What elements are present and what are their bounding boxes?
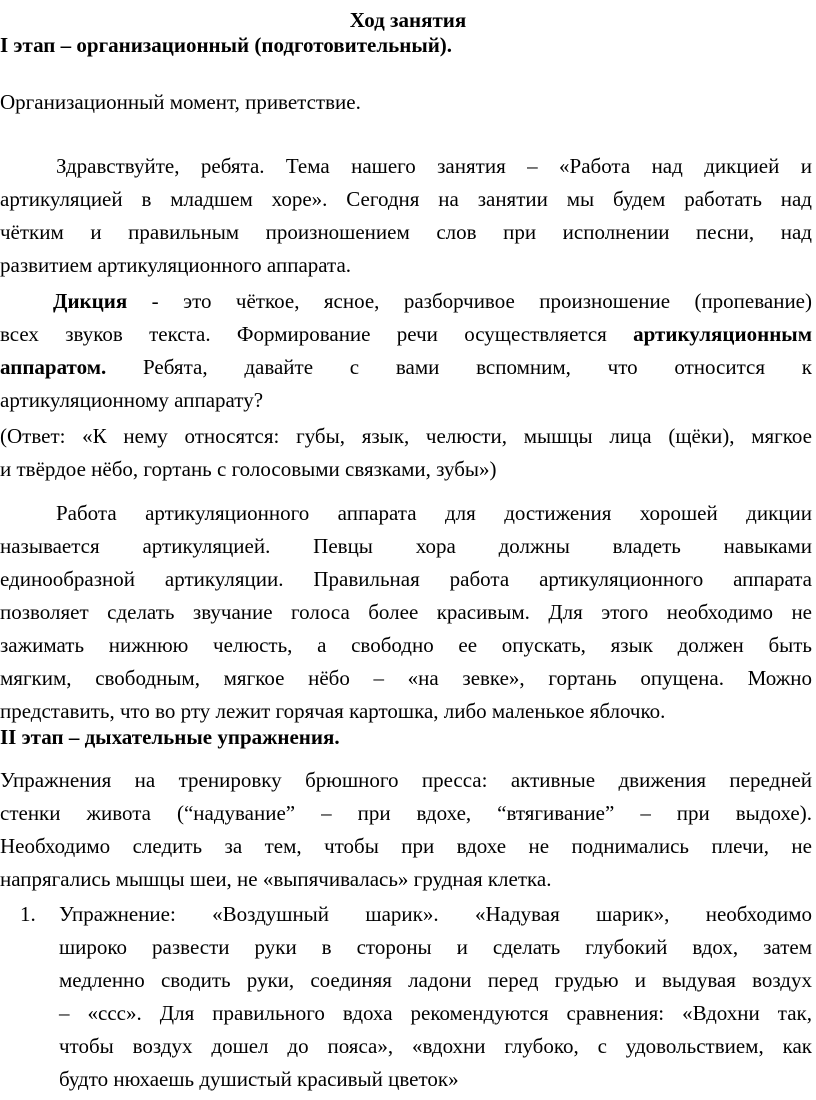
text-fragment: Ребята, давайте с вами вспомним, что относится к (106, 355, 812, 379)
text-line (0, 285, 812, 318)
term-articulatory: артикуляционным (633, 322, 812, 346)
text-line: будто нюхаешь душистый красивый цветок» (59, 1067, 459, 1091)
page-title: Ход занятия (349, 8, 467, 32)
text-fragment: всех звуков текста. Формирование речи осуществляется (0, 322, 634, 346)
text-line: Необходимо следить за тем, чтобы при вдохе не поднимались плечи, не (0, 834, 812, 858)
text-line: Упражнения на тренировку брюшного пресса: активные движения передней (0, 768, 812, 792)
text-line: напрягались мышцы шеи, не «выпячивалась» грудная клетка. (0, 867, 552, 891)
text-line: широко развести руки в стороны и сделать глубокий вдох, затем (59, 935, 812, 959)
list-item (59, 898, 812, 1096)
text-fragment: - это чёткое, ясное, разборчивое произношение (пропевание) (127, 289, 812, 313)
text-line: (Ответ: «К нему относятся: губы, язык, челюсти, мышцы лица (щёки), мягкое (0, 424, 812, 448)
stage-1-heading: I этап – организационный (подготовительный). (0, 33, 453, 57)
term-diction: Дикция (53, 289, 128, 313)
answer-paragraph (0, 420, 812, 486)
text-line (0, 318, 812, 351)
articulation-paragraph (0, 497, 812, 728)
text-line: позволяет сделать звучание голоса более красивым. Для этого необходимо не (0, 600, 812, 624)
text-line: единообразной артикуляции. Правильная работа артикуляционного аппарата (0, 567, 812, 591)
text-line (0, 351, 812, 384)
text-line: называется артикуляцией. Певцы хора должны владеть навыками (0, 534, 812, 558)
org-moment-text: Организационный момент, приветствие. (0, 90, 361, 114)
text-line: Упражнение: «Воздушный шарик». «Надувая шарик», необходимо (59, 902, 812, 926)
text-line: артикуляционному аппарату? (0, 388, 264, 412)
breathing-paragraph (0, 764, 812, 896)
term-apparatus: аппаратом. (0, 355, 107, 379)
text-line: мягким, свободным, мягкое нёбо – «на зевке», гортань опущена. Можно (0, 666, 812, 690)
text-line: – «ссс». Для правильного вдоха рекомендуются сравнения: «Вдохни так, (59, 1001, 812, 1025)
text-line: и твёрдое нёбо, гортань с голосовыми связками, зубы») (0, 457, 497, 481)
text-line: представить, что во рту лежит горячая картошка, либо маленькое яблочко. (0, 699, 666, 723)
text-line: медленно сводить руки, соединяя ладони перед грудью и выдувая воздух (59, 968, 812, 992)
text-line: чётким и правильным произношением слов при исполнении песни, над (0, 220, 812, 244)
text-line: зажимать нижнюю челюсть, а свободно ее опускать, язык должен быть (0, 633, 812, 657)
text-line: развитием артикуляционного аппарата. (0, 253, 352, 277)
greeting-paragraph (0, 150, 812, 282)
text-line: чтобы воздух дошел до пояса», «вдохни глубоко, с удовольствием, как (59, 1034, 812, 1058)
org-moment-line (0, 86, 812, 119)
text-line: Здравствуйте, ребята. Тема нашего занятия – «Работа над дикцией и (56, 154, 812, 178)
text-line: стенки живота (“надувание” – при вдохе, “втягивание” – при выдохе). (0, 801, 812, 825)
stage-2-heading: II этап – дыхательные упражнения. (0, 725, 340, 749)
list-item-number: 1. (20, 902, 36, 926)
text-line: артикуляцией в младшем хоре». Сегодня на занятии мы будем работать над (0, 187, 812, 211)
text-line: Работа артикуляционного аппарата для достижения хорошей дикции (56, 501, 812, 525)
diction-paragraph (0, 285, 812, 417)
